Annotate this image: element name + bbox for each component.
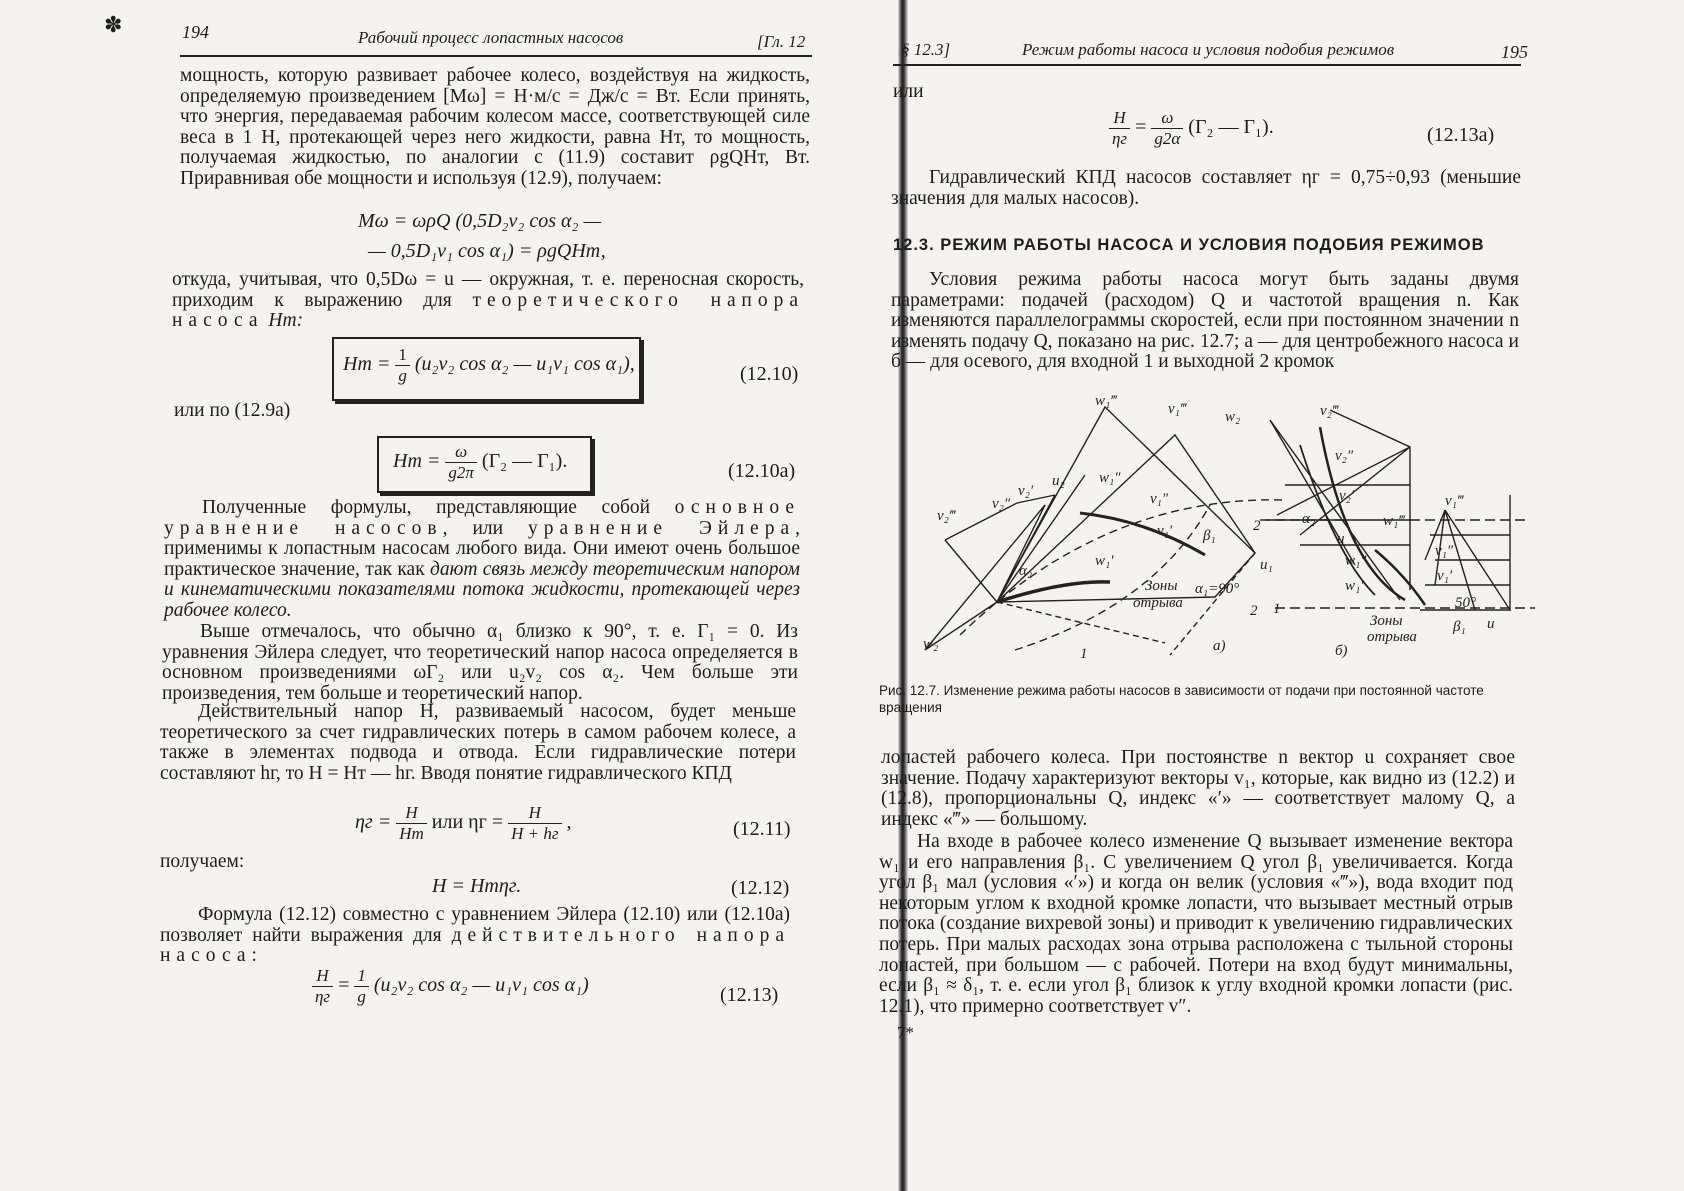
fig-label-w1p-b: w₁′ — [1345, 578, 1364, 594]
equation-12-11: ηг = $\frac{H}{Hт}$ или ηг = $\frac{H}{H + hг}$ , — [355, 803, 572, 843]
fig-label-v2p-a: v₂′ — [1018, 483, 1034, 499]
right-section-label: § 12.3] — [901, 40, 951, 59]
fig-label-u2: u₂ — [1052, 473, 1065, 489]
left-paragraph-4: Выше отмечалось, что обычно α₁ близко к 90°, т. е. Γ₁ = 0. Из уравнения Эйлера следует, что теоретический напор насоса определяется в основном произведениями ωΓ₂ или u₂v₂ cos α₂. Чем больше эти произведения, тем больше и теоретический напор. — [162, 621, 798, 704]
fig-label-sep-b: отрыва — [1367, 629, 1417, 645]
fig-label-w1pp-b: w₁″ — [1345, 553, 1367, 569]
left-page-number: 194 — [182, 22, 209, 42]
equation-12-13a-number: (12.13а) — [1427, 124, 1495, 146]
fig-label-w2-a: w₂ — [923, 636, 939, 652]
right-running-title: Режим работы насоса и условия подобия режимов — [1022, 40, 1395, 59]
fig-label-w1ppp: w₁‴ — [1095, 393, 1117, 409]
fig-label-alpha1-90: α₁=90° — [1195, 581, 1240, 597]
corner-mark: ✽ — [104, 12, 123, 37]
figure-labels — [923, 393, 1495, 662]
equation-12-13: $\frac{H}{\eta г}$ = $\frac{1}{g}$ (u₂v₂ cos α₂ — u₁v₁ cos α₁) — [312, 966, 589, 1007]
fig-label-edge2: 2 — [1253, 518, 1261, 534]
fig-label-w1ppp-b: w₁‴ — [1383, 513, 1405, 529]
right-paragraph-3: лопастей рабочего колеса. При постоянстве n вектор u сохраняет свое значение. Подачу характеризуют векторы v₁, которые, как видно из (12.2) и (12.8), пропорциональны Q, индекс «′» — соответствует малому Q, а индекс «‴» — большому. — [881, 747, 1515, 830]
fig-label-w1pp: w₁″ — [1099, 470, 1121, 486]
right-header-rule — [893, 64, 1521, 66]
fig-label-w1p: w₁′ — [1095, 553, 1114, 569]
fig-label-u1: u₁ — [1260, 557, 1273, 573]
equation-12-13-number: (12.13) — [720, 984, 779, 1006]
left-or-line: или по (12.9а) — [174, 400, 291, 421]
fig-label-v2pp-b: v₂″ — [1335, 448, 1354, 464]
fig-label-alpha2-b: α₂ — [1302, 511, 1316, 527]
equation-12-10-number: (12.10) — [740, 363, 799, 385]
equation-12-11-number: (12.11) — [733, 818, 791, 840]
right-paragraph-2: Условия режима работы насоса могут быть заданы двумя параметрами: подачей (расходом) Q и частотой вращения n. Как изменяются параллелограммы скоростей, если при постоянном значении n изменять подачу Q, показано на рис. 12.7; а — для центробежного насоса и б — для осевого, для входной 1 и выходной 2 кромок — [891, 269, 1519, 373]
fig-label-subfig-b: б) — [1335, 643, 1348, 659]
fig-label-v1p: v₁′ — [1157, 523, 1173, 539]
right-signature-mark: 7* — [897, 1023, 914, 1042]
fig-label-u-b: u — [1337, 531, 1345, 547]
fig-label-beta1: β₁ — [1203, 528, 1216, 544]
fig-label-v2p-b: v₂′ — [1339, 488, 1355, 504]
right-paragraph-1: Гидравлический КПД насосов составляет ηг = 0,75÷0,93 (меньшие значения для малых насосов). — [891, 167, 1521, 209]
fig-label-v1p-b: v₁′ — [1437, 568, 1453, 584]
fig-label-zones-a: Зоны — [1145, 578, 1178, 594]
equation-12-12-number: (12.12) — [731, 877, 790, 899]
fig-label-edge1: 1 — [1080, 646, 1088, 662]
left-paragraph-3: Полученные формулы, представляющие собой основное уравнение насосов, или уравнение Эйлера, применимы к лопастным насосам любого вида. Они имеют очень большое практическое значение, так как дают связь между теоретическим напором и кинематическими показателями потока жидкости, протекающей через рабочее колесо. — [164, 497, 800, 621]
fig-label-edge2-b: 2 — [1250, 603, 1258, 619]
fig-label-50deg: 50° — [1455, 595, 1476, 611]
right-paragraph-4: На входе в рабочее колесо изменение Q вызывает изменение вектора w₁ и его направления β₁. С увеличением Q угол β₁ увеличивается. Когда угол β₁ мал (условия «′») и когда он велик (условия «‴»), вода входит под некоторым углом к входной кромке лопасти, что вызывает местный отрыв потока (создание вихревой зоны) и приводит к увеличению гидравлических потерь. При малых расходах зона отрыва расположена с тыльной стороны лопастей, при большом — с рабочей. Потери на вход будут минимальны, если β₁ ≈ δ₁, т. е. если угол β₁ близок к углу входной кромки лопасти (рис. 12.1), что примерно соответствует v″. — [879, 831, 1513, 1017]
fig-label-v2ppp-a: v₂‴ — [937, 508, 956, 524]
formula-moment-line2: — 0,5D₁v₁ cos α₁) = ρgQHт, — [368, 240, 606, 262]
section-heading: 12.3. РЕЖИМ РАБОТЫ НАСОСА И УСЛОВИЯ ПОДОБИЯ РЕЖИМОВ — [893, 236, 1485, 254]
fig-label-u-b2: u — [1487, 616, 1495, 632]
fig-label-v1pp-b: v₁″ — [1435, 543, 1454, 559]
equation-12-10a-number: (12.10а) — [728, 460, 796, 482]
left-paragraph-5: Действительный напор H, развиваемый насосом, будет меньше теоретического за счет гидравлических потерь в самом рабочем колесе, а также в элементах подвода и отвода. Если гидравлические потери составляют hг, то H = Hт — hг. Вводя понятие гидравлического КПД — [160, 701, 796, 784]
formula-moment-line1: Mω = ωρQ (0,5D₂v₂ cos α₂ — — [358, 210, 602, 232]
equation-12-13a: $\frac{H}{\eta г}$ = $\frac{\omega}{g2\alpha}$ (Γ₂ — Γ₁). — [1109, 108, 1274, 149]
left-header-rule — [180, 55, 812, 57]
fig-label-v1pp: v₁″ — [1150, 491, 1169, 507]
fig-label-v2pp-a: v₂″ — [992, 496, 1011, 512]
equation-12-10a: Hт = $\frac{\omega}{g2\pi}$ (Γ₂ — Γ₁). — [393, 442, 568, 482]
fig-label-v1ppp-b: v₁‴ — [1445, 493, 1464, 509]
right-page — [879, 0, 1684, 1191]
equation-12-10: Hт = $\frac{1}{g}$ (u₂v₂ cos α₂ — u₁v₁ cos α₁), — [343, 345, 635, 385]
fig-label-sep-a: отрыва — [1133, 595, 1183, 611]
fig-label-subfig-a: а) — [1213, 638, 1226, 654]
equation-12-12: H = Hтηг. — [432, 875, 522, 897]
left-paragraph-2: откуда, учитывая, что 0,5Dω = u — окружная, т. е. переносная скорость, приходим к выражению для теоретического напора насоса Hт: — [172, 269, 805, 332]
left-chapter-label: [Гл. 12 — [757, 32, 806, 51]
right-page-number: 195 — [1501, 42, 1528, 62]
fig-label-alpha2: α₂ — [1019, 563, 1033, 579]
fig-label-w2: w₂ — [1225, 409, 1241, 425]
figure-12-7 — [905, 385, 1545, 670]
left-paragraph-1: мощность, которую развивает рабочее колесо, воздействуя на жидкость, определяемую произведением [Мω] = Н·м/с = Дж/с = Вт. Если принять, что энергия, передаваемая рабочим колесом массе, соответствующей силе веса в 1 Н, протекающей через него жидкости, равна Hт, то мощность, получаемая жидкостью, по аналогии с (11.9) составит ρgQHт, Вт. Приравнивая обе мощности и используя (12.9), получаем: — [180, 65, 810, 189]
left-got-line: получаем: — [160, 851, 245, 872]
fig-label-v1ppp: v₁‴ — [1168, 401, 1187, 417]
left-paragraph-6: Формула (12.12) совместно с уравнением Эйлера (12.10) или (12.10а) позволяет найти выражения для действительного напора насоса: — [160, 904, 790, 967]
fig-label-edge1-b: 1 — [1273, 601, 1281, 617]
right-or-line: или — [893, 81, 924, 102]
fig-label-beta1-b: β₁ — [1453, 619, 1466, 635]
figure-caption: Рис. 12.7. Изменение режима работы насосов в зависимости от подачи при постоянной частоте вращения — [879, 683, 1484, 715]
fig-label-v2ppp: v₂‴ — [1320, 403, 1339, 419]
left-running-title: Рабочий процесс лопастных насосов — [358, 28, 624, 47]
fig-label-zones-b: Зоны — [1370, 613, 1403, 629]
figure-a-lines — [925, 407, 1535, 655]
